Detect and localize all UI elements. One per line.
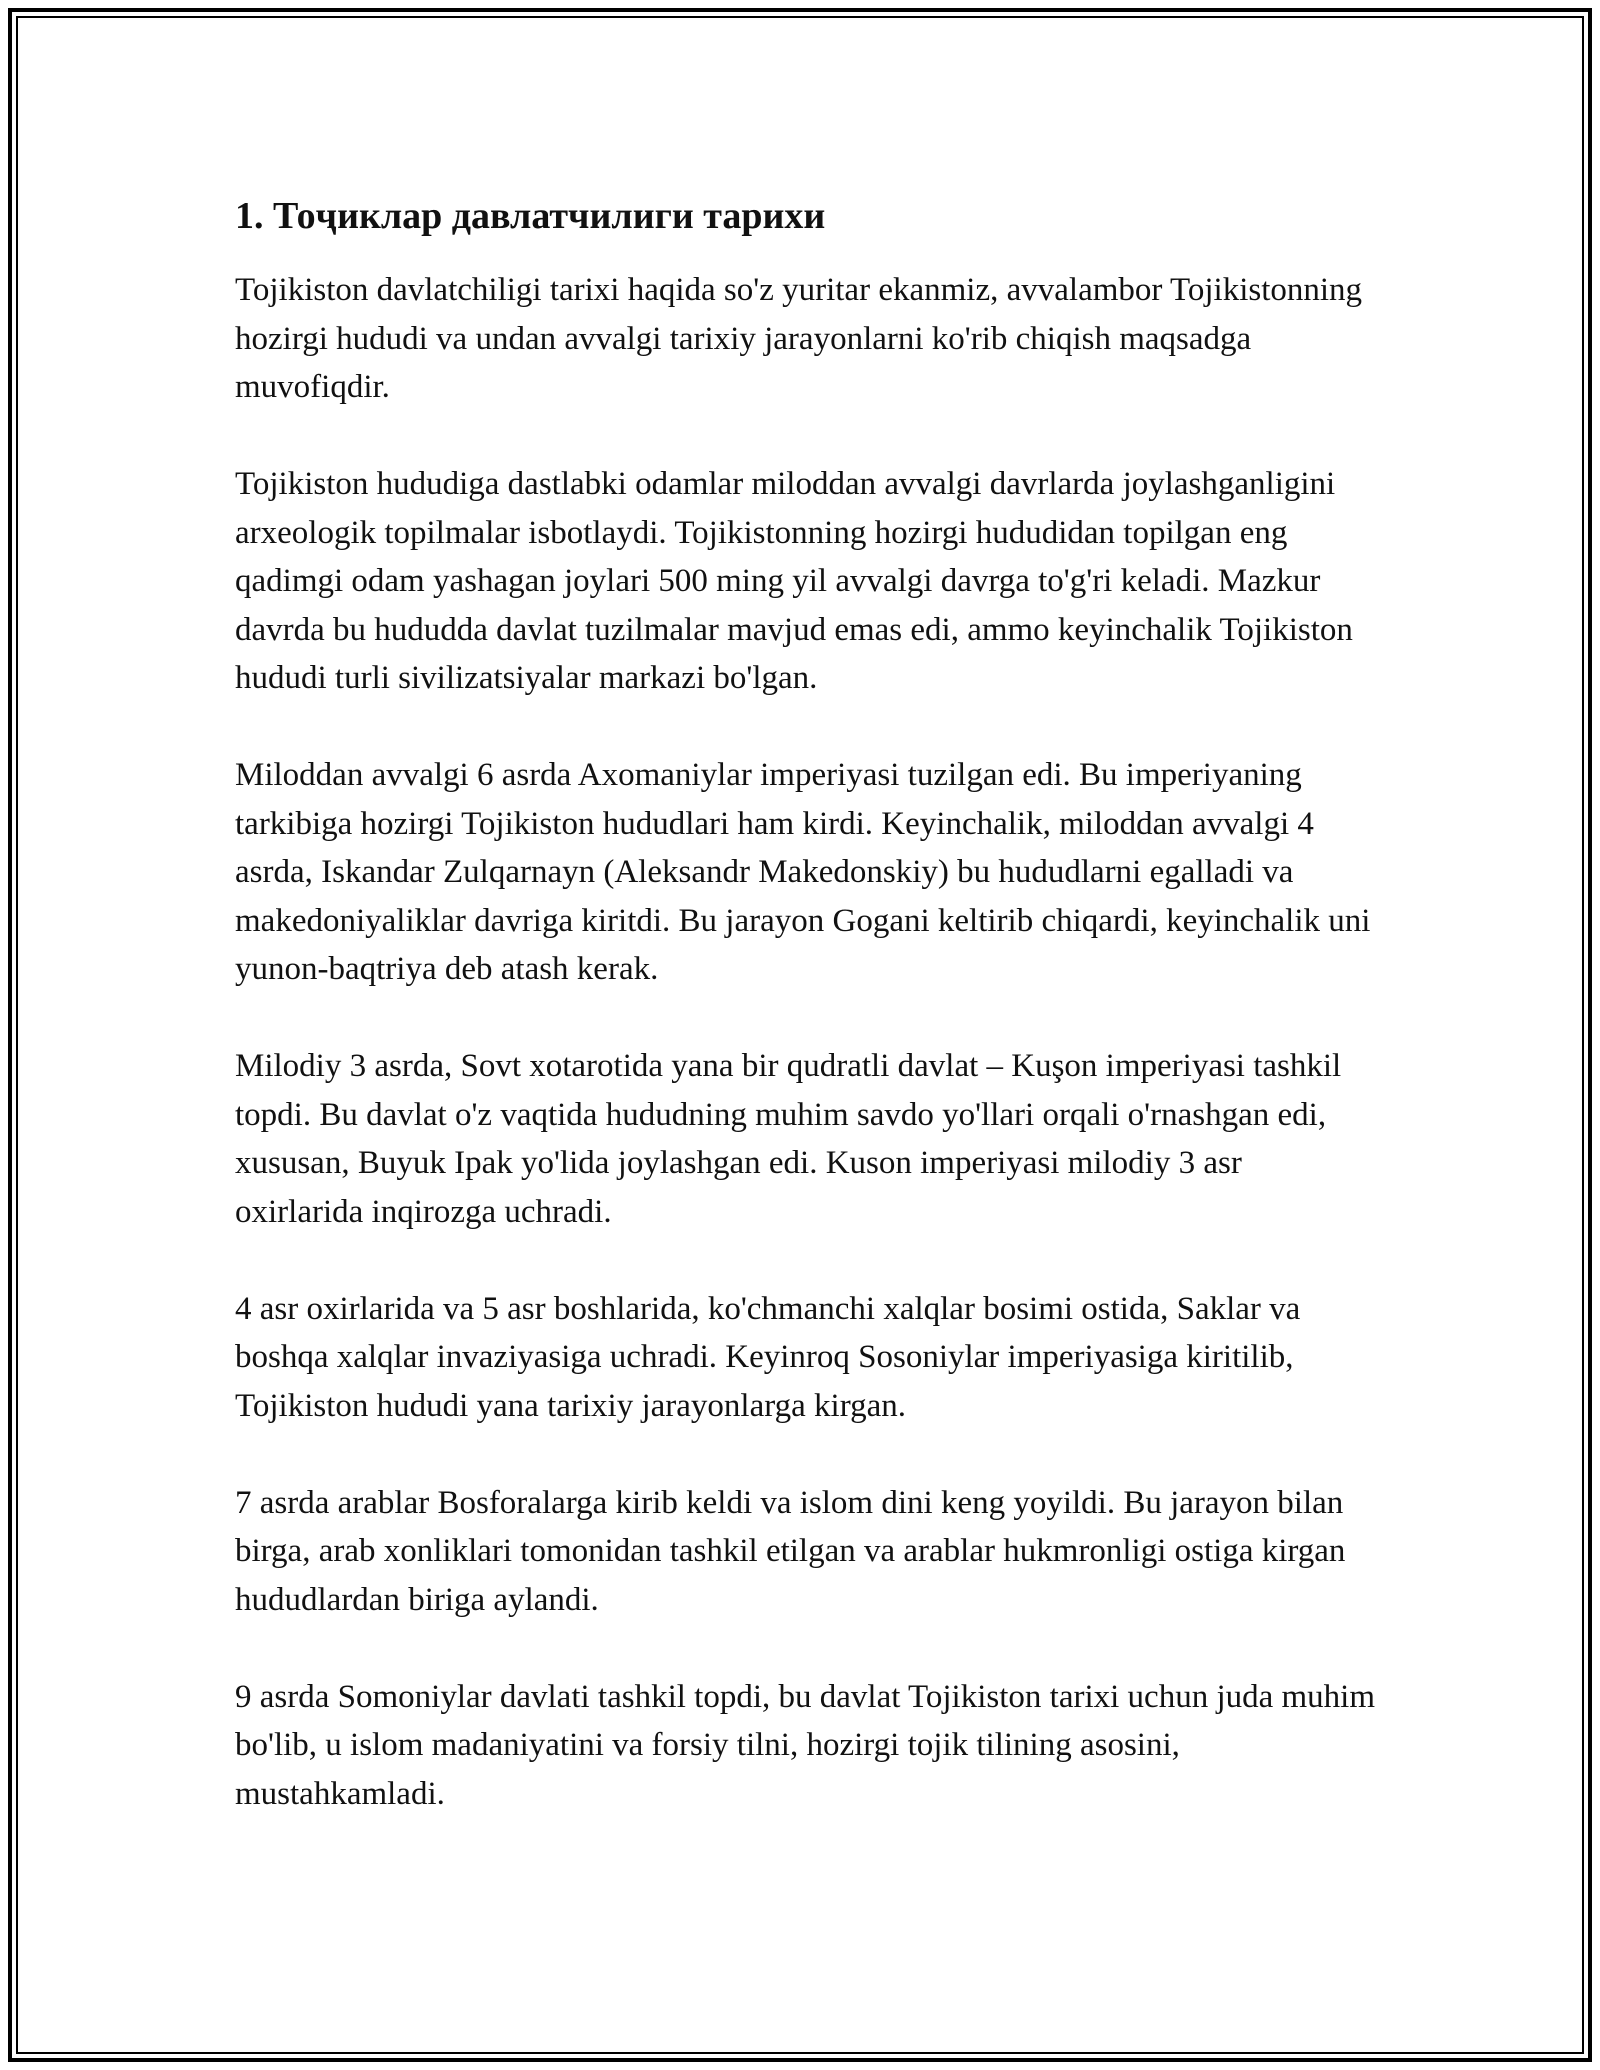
- paragraph-3: Miloddan avvalgi 6 asrda Axomaniylar imperiyasi tuzilgan edi. Bu imperiyaning tarkibiga hozirgi Tojikiston hududlari ham kirdi. Keyinchalik, miloddan avvalgi 4 asrda, Iskandar Zulqarnayn (Aleksandr Makedonskiy) bu hududlarni egalladi va makedoniyaliklar davriga kiritdi. Bu jarayon Gogani keltirib chiqardi, keyinchalik uni yunon-baqtriya deb atash kerak.: [235, 757, 1371, 987]
- paragraph-5: 4 asr oxirlarida va 5 asr boshlarida, ko'chmanchi xalqlar bosimi ostida, Saklar va boshqa xalqlar invaziyasiga uchradi. Keyinroq Sosoniylar imperiyasiga kiritilib, Tojikiston hududi yana tarixiy jarayonlarga kirgan.: [235, 1290, 1301, 1424]
- paragraph-4: Milodiy 3 asrda, Sovt xotarotida yana bir qudratli davlat – Kuşon imperiyasi tashkil topdi. Bu davlat o'z vaqtida hududning muhim savdo yo'llari orqali o'rnashgan edi, xususan, Buyuk Ipak yo'lida joylashgan edi. Kuson imperiyasi milodiy 3 asr oxirlarida inqirozga uchradi.: [235, 1048, 1342, 1230]
- paragraph-6: 7 asrda arablar Bosforalarga kirib keldi va islom dini keng yoyildi. Bu jarayon bilan birga, arab xonliklari tomonidan tashkil etilgan va arablar hukmronligi ostiga kirgan hududlardan biriga aylandi.: [235, 1484, 1346, 1618]
- paragraph-7: 9 asrda Somoniylar davlati tashkil topdi, bu davlat Tojikiston tarixi uchun juda muhim bo'lib, u islom madaniyatini va forsiy tilni, hozirgi tojik tilining asosini, mustahkamladi.: [235, 1678, 1376, 1812]
- document-title: 1. Тоҷиклар давлатчилиги тарихи: [235, 195, 826, 237]
- document-body: [235, 188, 1375, 1867]
- paragraph-2: Tojikiston hududiga dastlabki odamlar miloddan avvalgi davrlarda joylashganligini arxeologik topilmalar isbotlaydi. Tojikistonning hozirgi hududidan topilgan eng qadimgi odam yashagan joylari 500 ming yil avvalgi davrga to'g'ri keladi. Mazkur davrda bu hududda davlat tuzilmalar mavjud emas edi, ammo keyinchalik Tojikiston hududi turli sivilizatsiyalar markazi bo'lgan.: [235, 466, 1353, 696]
- paragraph-1: Tojikiston davlatchiligi tarixi haqida so'z yuritar ekanmiz, avvalambor Tojikistonning hozirgi hududi va undan avvalgi tarixiy jarayonlarni ko'rib chiqish maqsadga muvofiqdir.: [235, 272, 1363, 405]
